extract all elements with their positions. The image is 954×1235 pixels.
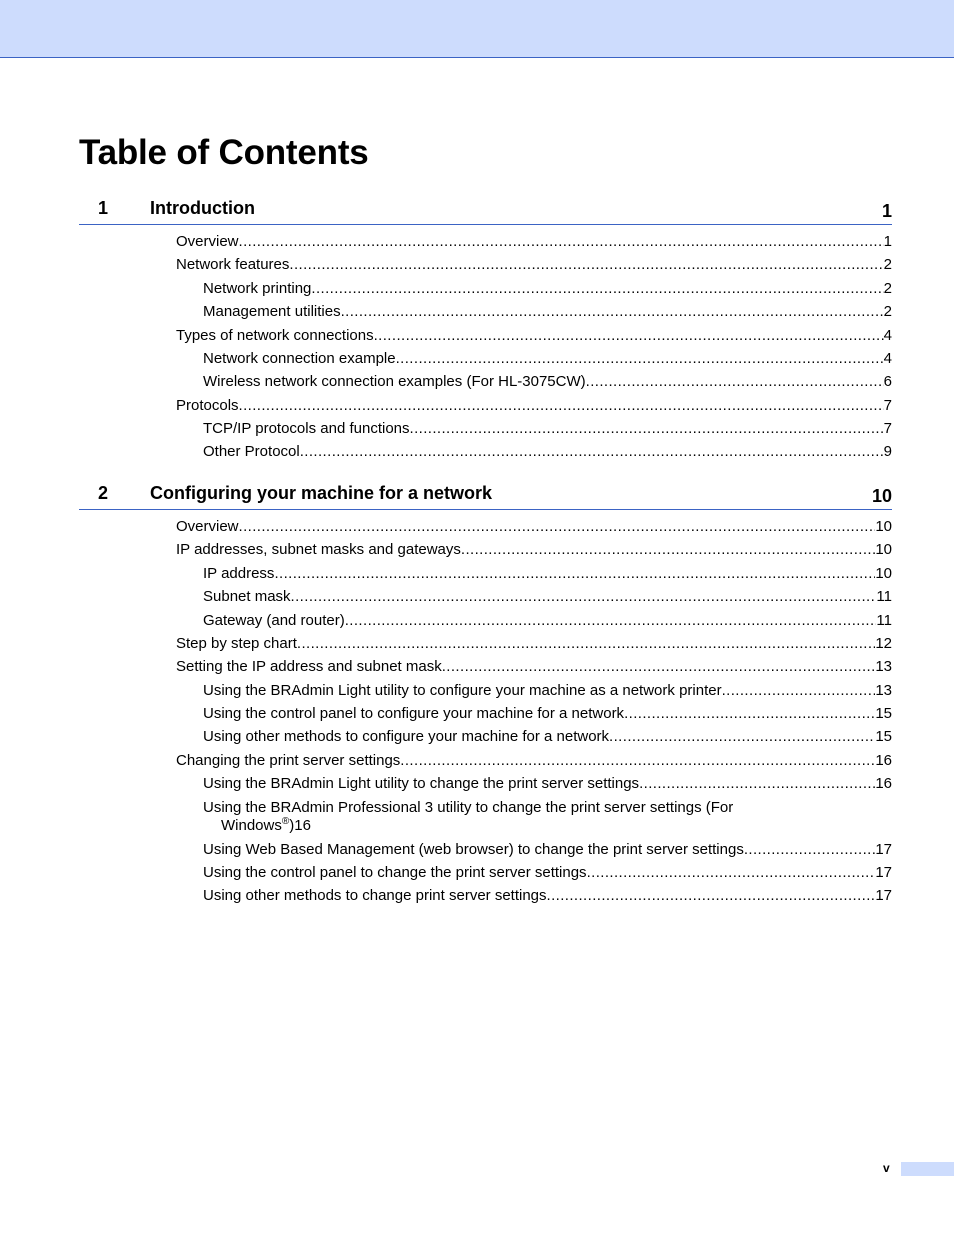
dot-leader	[609, 728, 875, 746]
toc-entry-text: Using the control panel to configure your machine for a network	[203, 705, 625, 722]
toc-entry-text: Management utilities	[203, 303, 341, 320]
toc-entry-text: Using other methods to configure your machine for a network	[203, 728, 610, 745]
toc-entry[interactable]	[176, 233, 892, 251]
dot-leader	[345, 612, 877, 630]
toc-entry-text: Using other methods to change print server settings	[203, 887, 547, 904]
dot-leader	[374, 327, 884, 345]
dot-leader	[624, 705, 875, 723]
footer-tab	[901, 1162, 954, 1176]
toc-entry-page: 17	[875, 887, 892, 904]
toc-entry[interactable]	[203, 373, 892, 391]
dot-leader	[586, 373, 884, 391]
chapter-page: 10	[871, 486, 892, 506]
chapter-page: 1	[881, 201, 892, 221]
toc-entry[interactable]	[176, 752, 892, 770]
dot-leader	[587, 864, 876, 882]
toc-entry-text: Using the BRAdmin Light utility to change the print server settings	[203, 775, 640, 792]
toc-entry[interactable]	[176, 541, 892, 559]
toc-entry-text: Using Web Based Management (web browser) to change the print server settings	[203, 841, 744, 858]
toc-entry-text: Changing the print server settings	[176, 752, 401, 769]
toc-entry-text: Subnet mask	[203, 588, 291, 605]
toc-entry[interactable]	[203, 705, 892, 723]
toc-entry-page: 7	[883, 420, 892, 437]
toc-entry-text: Protocols	[176, 397, 239, 414]
dot-leader	[300, 443, 884, 461]
dot-leader	[744, 841, 875, 859]
registered-mark: ®	[281, 816, 290, 827]
page-title: Table of Contents	[79, 133, 369, 172]
toc-entry[interactable]	[203, 565, 892, 583]
toc-entry[interactable]	[203, 864, 892, 882]
toc-entry-text: Overview	[176, 518, 239, 535]
toc-entry-page: 2	[883, 280, 892, 297]
toc-entry-page: 15	[875, 705, 892, 722]
dot-leader	[400, 752, 875, 770]
toc-entry-page: 13	[875, 658, 892, 675]
dot-leader	[442, 658, 876, 676]
chapter-number: 1	[98, 198, 109, 218]
toc-entry-text: Network features	[176, 256, 290, 273]
toc-entry[interactable]	[203, 420, 892, 438]
toc-entry[interactable]	[176, 256, 892, 274]
dot-leader	[297, 635, 875, 653]
dot-leader	[274, 565, 875, 583]
toc-entry-page: 13	[875, 682, 892, 699]
toc-entry-text: Network connection example	[203, 350, 396, 367]
dot-leader	[311, 280, 883, 298]
toc-entry-page: 9	[883, 443, 892, 460]
toc-entry[interactable]	[203, 588, 892, 606]
dot-leader	[239, 518, 876, 536]
toc-entry-text: Step by step chart	[176, 635, 297, 652]
toc-entry-page: 10	[875, 541, 892, 558]
toc-entry-page: 2	[883, 303, 892, 320]
toc-entry-page: 16	[875, 752, 892, 769]
toc-entry-page: 11	[876, 612, 892, 629]
toc-entry[interactable]	[176, 635, 892, 653]
toc-entry-text: Setting the IP address and subnet mask	[176, 658, 442, 675]
toc-entry-text: Overview	[176, 233, 239, 250]
page-number: v	[883, 1161, 890, 1175]
toc-entry-text: Gateway (and router)	[203, 612, 345, 629]
dot-leader	[291, 588, 877, 606]
chapter-heading-1[interactable]	[79, 198, 892, 225]
toc-entry-page: 4	[883, 327, 892, 344]
toc-entry-page: 2	[883, 256, 892, 273]
dot-leader	[639, 775, 875, 793]
toc-entry[interactable]	[203, 612, 892, 630]
chapter-title: Introduction	[150, 198, 255, 218]
toc-entry-text: Network printing	[203, 280, 312, 297]
toc-entry-page: 1	[883, 233, 892, 250]
dot-leader	[547, 887, 876, 905]
toc-entry-page: 16	[875, 775, 892, 792]
toc-entry[interactable]	[203, 682, 892, 700]
dot-leader	[410, 420, 884, 438]
toc-entry-page: 16	[294, 817, 311, 834]
toc-entry[interactable]	[203, 841, 892, 859]
dot-leader	[461, 541, 875, 559]
toc-entry-text: IP addresses, subnet masks and gateways	[176, 541, 461, 558]
toc-entry-page: 10	[875, 565, 892, 582]
toc-entry-page: 12	[875, 635, 892, 652]
toc-entry[interactable]	[176, 658, 892, 676]
toc-entry-page: 11	[876, 588, 892, 605]
toc-entry-page: 4	[883, 350, 892, 367]
toc-entry-page: 17	[875, 841, 892, 858]
toc-entry-text: IP address	[203, 565, 275, 582]
toc-entry[interactable]	[176, 327, 892, 345]
dot-leader	[722, 682, 876, 700]
chapter-number: 2	[98, 483, 109, 503]
dot-leader	[239, 397, 884, 415]
toc-entry[interactable]	[203, 728, 892, 746]
header-band	[0, 0, 954, 58]
toc-entry-text: Other Protocol	[203, 443, 300, 460]
toc-entry-text: Using the BRAdmin Professional 3 utility to change the print server settings (For	[203, 799, 734, 816]
toc-entry-text: Wireless network connection examples (For HL-3075CW)	[203, 373, 586, 390]
toc-entry[interactable]	[203, 280, 892, 298]
toc-entry-page: 10	[875, 518, 892, 535]
toc-entry-page: 6	[883, 373, 892, 390]
toc-entry[interactable]	[203, 443, 892, 461]
chapter-title: Configuring your machine for a network	[150, 483, 493, 503]
toc-entry[interactable]	[176, 518, 892, 536]
toc-entry[interactable]	[203, 887, 892, 905]
dot-leader	[289, 256, 883, 274]
toc-entry-text: Using the BRAdmin Light utility to configure your machine as a network printer	[203, 682, 722, 699]
toc-entry-text: Using the control panel to change the print server settings	[203, 864, 587, 881]
toc-entry-text: TCP/IP protocols and functions	[203, 420, 410, 437]
toc-entry[interactable]	[203, 303, 892, 321]
chapter-heading-2[interactable]	[79, 483, 892, 510]
dot-leader	[239, 233, 884, 251]
toc-entry-page: 15	[875, 728, 892, 745]
toc-entry-text-cont: Windows®)	[221, 816, 295, 834]
toc-entry[interactable]	[176, 397, 892, 415]
toc-entry-page: 7	[883, 397, 892, 414]
dot-leader	[396, 350, 884, 368]
dot-leader	[341, 303, 884, 321]
toc-entry[interactable]	[203, 350, 892, 368]
toc-entry-page: 17	[875, 864, 892, 881]
toc-entry-text: Types of network connections	[176, 327, 374, 344]
toc-entry[interactable]	[203, 799, 892, 835]
toc-entry[interactable]	[203, 775, 892, 793]
